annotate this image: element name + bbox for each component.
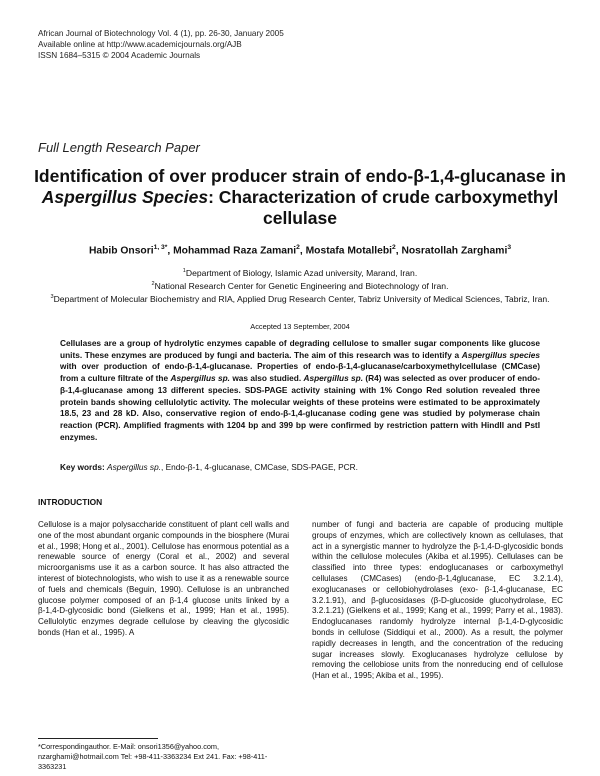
keywords: Key words: Aspergillus sp., Endo-β-1, 4-glucanase, CMCase, SDS-PAGE, PCR. — [60, 462, 358, 472]
journal-header — [38, 28, 284, 61]
paper-title — [20, 166, 580, 229]
section-heading-introduction: INTRODUCTION — [38, 497, 103, 507]
author-list: Habib Onsori$^{1, 3*}$, Mohammad Raza Zamani$^2$, Mostafa Motallebi$^2$, Nosratollah Zarghami$^3$ — [88, 244, 512, 257]
affiliations — [25, 266, 575, 305]
title-italic: Aspergillus Species — [41, 187, 209, 207]
author: Nosratollah Zarghami — [401, 245, 508, 257]
journal-issn: ISSN 1684–5315 © 2004 Academic Journals — [38, 51, 201, 60]
journal-citation: African Journal of Biotechnology Vol. 4 (1), pp. 26-30, January 2005 — [38, 29, 284, 38]
author: Mohammad Raza Zamani — [173, 245, 297, 257]
keywords-label: Key words: — [60, 462, 105, 472]
author: Habib Onsori — [88, 245, 154, 257]
affiliation: $^2$National Research Center for Genetic Engineering and Biotechnology of Iran. — [151, 280, 449, 291]
author-affil-mark: 1, 3* — [153, 244, 168, 251]
affiliation: $^3$Department of Molecular Biochemistry and RIA, Applied Drug Research Center, Tabriz University of Medical Sciences, Tabriz, Iran. — [50, 293, 550, 304]
body-column-left: Cellulose is a major polysaccharide constituent of plant cell walls and one of the most abundant organic compounds in the biosphere (Murai et al., 1998; Hong et al., 2001). Cellulose has enormous potential as a renewable source of energy (Coral et al., 2002) and several microorganisms use it as a carbon source. It has also attracted the interest of biotechnologists, who wish to use it as a renewable source of fuels and chemicals (Beguin, 1990). Cellulose is an unbranched glucose polymer composed of an β-1,4 glucose units linked by a β-1,4-D-glycosidic bond (Gielkens et al., 1999; Han et al., 1995). Cellulolytic enzymes degrade cellulose by cleaving the glycosidic bonds (Han et al., 1995). A — [38, 520, 289, 637]
author-affil-mark: 3 — [507, 244, 512, 251]
title-part-2: : Characterization of crude carboxymethyl cellulase — [208, 187, 559, 228]
body-column-right: number of fungi and bacteria are capable of producing multiple groups of enzymes, which are collectively known as cellulases, that act in a synergistic manner to hydrolyze the β-1,4-D-glycosidic bonds within the cellulose molecules (Akiba et al.1995). Cellulases can be classified into three types: endoglucanases or carboxymethyl cellulases (CMCases) (endo-β-1,4glucanase, EC 3.2.1.4), exoglucanases or cellobiohydrolases (exo- β-1,4-glucanase, EC 3.2.1.91), and β-glucosidases (β-D-glucoside glucohydrolase, EC 3.2.1.21) (Gielkens et al., 1999; Kang et al., 1999; Parry et al., 1983). Endoglucanases randomly hydrolyze internal β-1,4-D-glycosidic bonds in cellulose (Siddiqui et al., 2000). As a result, the polymer rapidly decreases in length, and the concentration of the reducing sugar increases slowly. Exoglucanases hydrolyze cellulose by removing the cellobiose units from the nonreducing end of cellulose (Han et al., 1995; Akiba et al., 1995). — [312, 520, 563, 681]
affiliation: $^1$Department of Biology, Islamic Azad university, Marand, Iran. — [182, 267, 418, 278]
article-type: Full Length Research Paper — [38, 140, 200, 155]
abstract: Cellulases are a group of hydrolytic enzymes capable of degrading cellulose to smaller sugar components like glucose units. These enzymes are produced by fungi and bacteria. The aim of this research was to identify a Aspergillus species with over production of endo-β-1,4-glucanase. Properties of endo-β-1,4-glucanase/carboxymethylcellulase (CMCase) from a culture filtrate of the Aspergillus sp. was also studied. Aspergillus sp. (R4) was selected as over producer of endo-β-1,4-glucanase among 13 different species. SDS-PAGE activity staining with 1% Congo Red solution revealed three protein bands showing cellulolytic activity. The molecular weights of these proteins were estimated to be approximately 18.5, 23 and 28 kD. Also, conservative region of endo-β-1,4-glucanase coding gene was studied by polymerase chain reaction (PCR). Amplified fragments with 1204 bp and 399 bp were confirmed by restriction pattern with HindII and PstI enzymes. — [60, 338, 540, 442]
author-affil-mark: 2 — [391, 244, 396, 251]
accepted-date: Accepted 13 September, 2004 — [250, 322, 350, 331]
footnote-divider — [38, 738, 158, 739]
title-part-1: Identification of over producer strain of endo-β-1,4-glucanase in — [34, 166, 566, 186]
author-affil-mark: 2 — [296, 244, 300, 251]
corresponding-author-footnote: *Correspondingauthor. E-Mail: onsori1356@yahoo.com, nzarghami@hotmail.com Tel: +98-411-3363234 Ext 241. Fax: +98-411-3363231 — [38, 742, 268, 771]
author: Mostafa Motallebi — [305, 245, 392, 257]
journal-url: Available online at http://www.academicjournals.org/AJB — [38, 40, 242, 49]
